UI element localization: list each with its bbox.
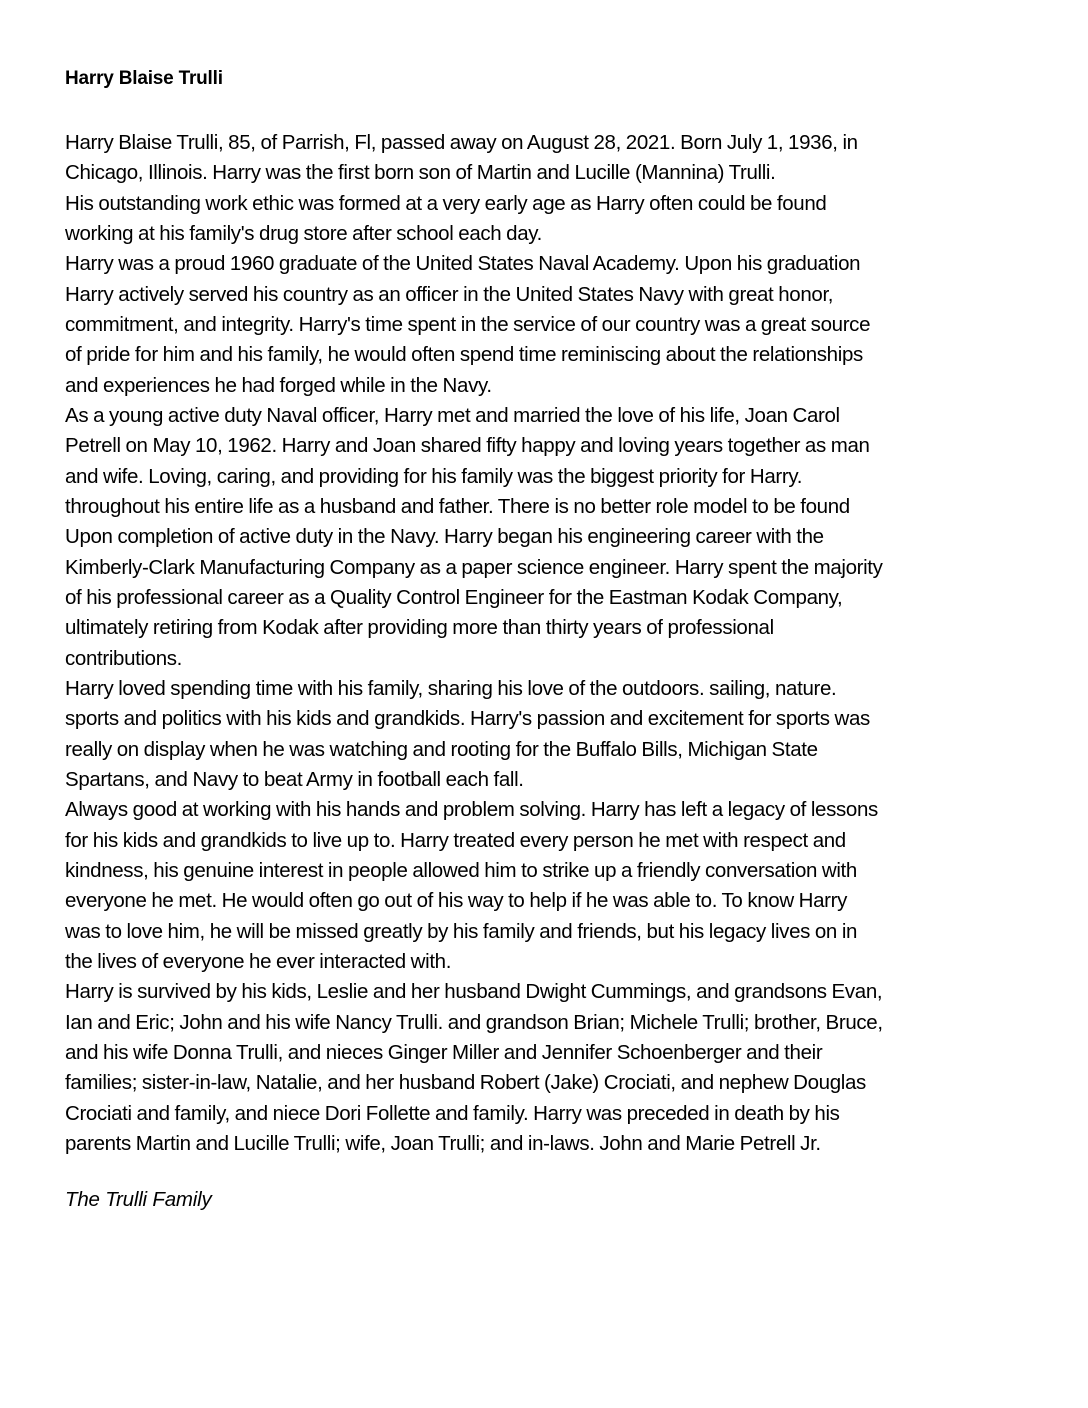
body-line: Harry was a proud 1960 graduate of the United States Naval Academy. Upon his graduation xyxy=(65,252,861,276)
body-line: Petrell on May 10, 1962. Harry and Joan shared fifty happy and loving years together as man xyxy=(65,434,870,458)
body-line: really on display when he was watching and rooting for the Buffalo Bills, Michigan State xyxy=(65,737,818,761)
body-line: sports and politics with his kids and grandkids. Harry's passion and excitement for sports was xyxy=(65,707,870,731)
obituary-body xyxy=(65,128,1025,1159)
body-line: Upon completion of active duty in the Navy. Harry began his engineering career with the xyxy=(65,525,824,549)
body-line: throughout his entire life as a husband and father. There is no better role model to be found xyxy=(65,494,850,518)
body-line: contributions. xyxy=(65,646,183,670)
body-line: parents Martin and Lucille Trulli; wife, Joan Trulli; and in-laws. John and Marie Petrell Jr. xyxy=(65,1131,821,1155)
obituary-title: Harry Blaise Trulli xyxy=(65,68,223,89)
body-line: Harry Blaise Trulli, 85, of Parrish, Fl, passed away on August 28, 2021. Born July 1, 1936, in xyxy=(65,131,858,154)
body-line: Harry is survived by his kids, Leslie and her husband Dwight Cummings, and grandsons Evan, xyxy=(65,980,883,1004)
body-line: Chicago, Illinois. Harry was the first born son of Martin and Lucille (Mannina) Trulli. xyxy=(65,161,776,185)
body-line: Harry loved spending time with his family, sharing his love of the outdoors. sailing, nature. xyxy=(65,676,837,700)
body-line: was to love him, he will be missed greatly by his family and friends, but his legacy lives on in xyxy=(65,919,858,943)
body-line: Always good at working with his hands and problem solving. Harry has left a legacy of lessons xyxy=(65,798,878,822)
body-line: kindness, his genuine interest in people allowed him to strike up a friendly conversation with xyxy=(65,858,857,882)
body-line: Kimberly-Clark Manufacturing Company as a paper science engineer. Harry spent the majority xyxy=(65,555,883,579)
body-line: Ian and Eric; John and his wife Nancy Trulli. and grandson Brian; Michele Trulli; brother, Bruce, xyxy=(65,1010,883,1034)
body-line: ultimately retiring from Kodak after providing more than thirty years of professional xyxy=(65,616,774,640)
body-line: and experiences he had forged while in the Navy. xyxy=(65,373,492,397)
body-line: As a young active duty Naval officer, Harry met and married the love of his life, Joan Carol xyxy=(65,403,840,427)
body-line: Crociati and family, and niece Dori Follette and family. Harry was preceded in death by his xyxy=(65,1101,840,1125)
body-line: Spartans, and Navy to beat Army in football each fall. xyxy=(65,767,524,791)
signature: The Trulli Family xyxy=(65,1188,212,1211)
body-line: Harry actively served his country as an officer in the United States Navy with great honor, xyxy=(65,282,834,306)
body-line: commitment, and integrity. Harry's time spent in the service of our country was a great source xyxy=(65,312,871,336)
body-line: of his professional career as a Quality Control Engineer for the Eastman Kodak Company, xyxy=(65,585,843,609)
body-line: the lives of everyone he ever interacted with. xyxy=(65,949,452,973)
body-line: and wife. Loving, caring, and providing for his family was the biggest priority for Harry. xyxy=(65,464,803,488)
body-line: families; sister-in-law, Natalie, and her husband Robert (Jake) Crociati, and nephew Douglas xyxy=(65,1071,866,1095)
body-line: His outstanding work ethic was formed at a very early age as Harry often could be found xyxy=(65,191,827,215)
body-line: working at his family's drug store after school each day. xyxy=(65,221,543,245)
body-line: everyone he met. He would often go out of his way to help if he was able to. To know Harry xyxy=(65,889,847,913)
body-line: of pride for him and his family, he would often spend time reminiscing about the relationships xyxy=(65,343,863,367)
body-line: and his wife Donna Trulli, and nieces Ginger Miller and Jennifer Schoenberger and their xyxy=(65,1040,823,1064)
body-line: for his kids and grandkids to live up to. Harry treated every person he met with respect and xyxy=(65,828,846,852)
